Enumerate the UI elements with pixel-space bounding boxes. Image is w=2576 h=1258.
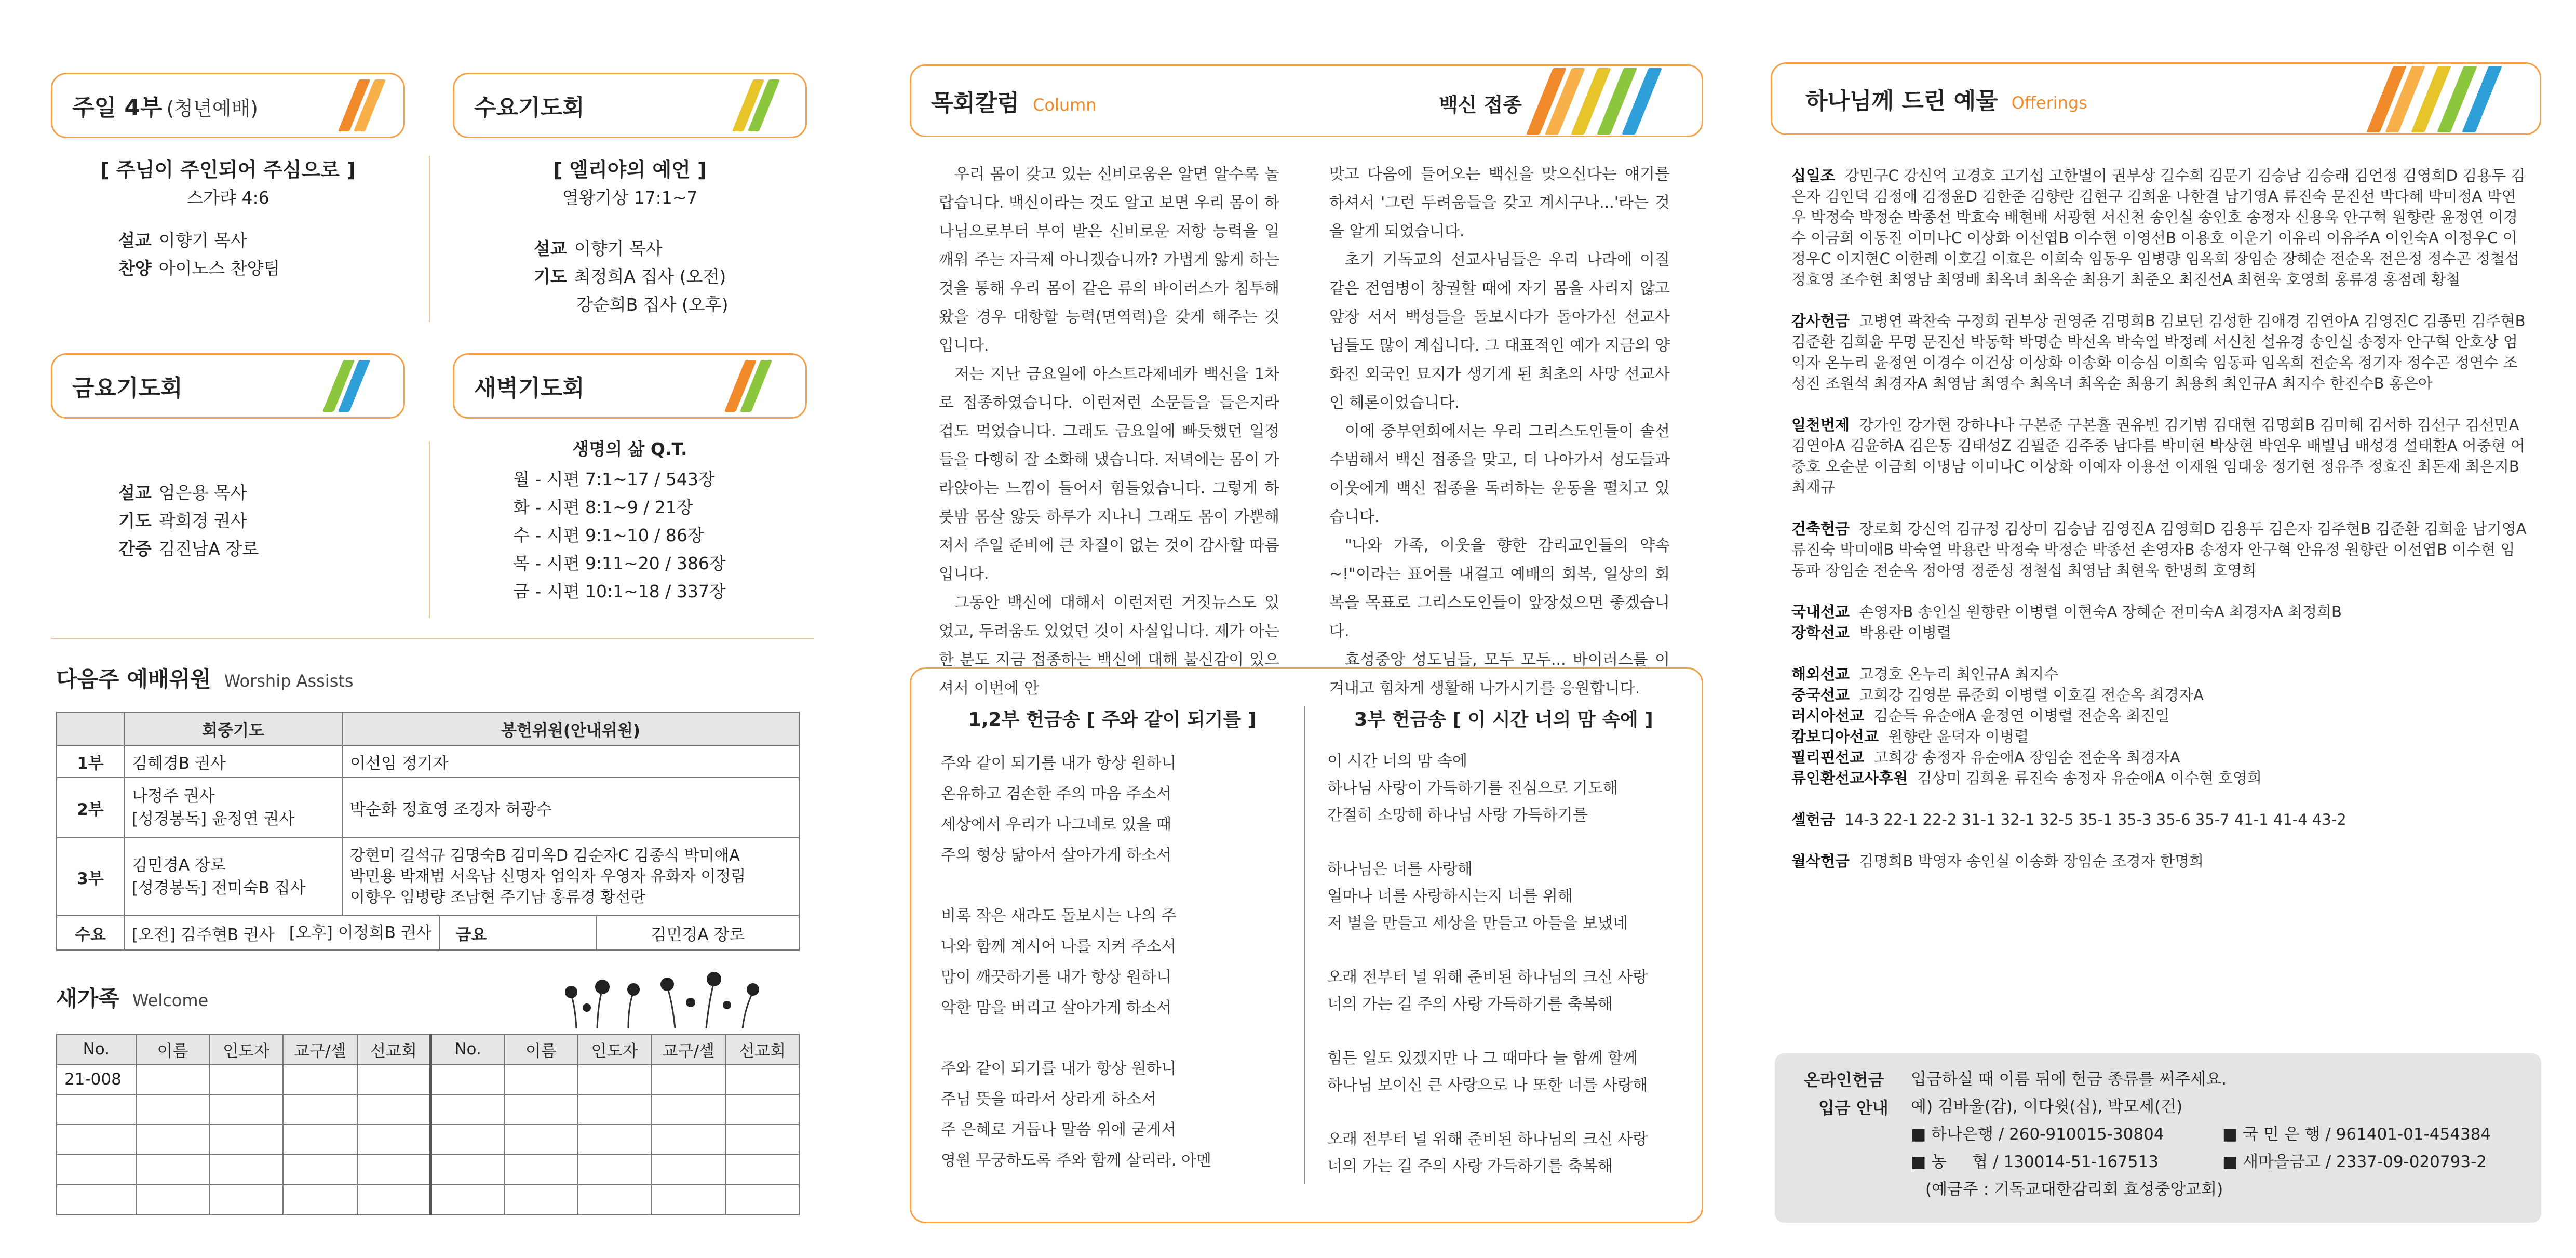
wednesday-line-value: 최정희A 집사 (오전) <box>574 266 726 287</box>
dawn-qt-title: 생명의 삶 Q.T. <box>572 439 687 459</box>
column-title: 목회칼럼 <box>931 90 1020 116</box>
assists-wed-evening: [오후] 이정희B 권사 <box>282 916 440 949</box>
column-paragraph: 저는 지난 금요일에 아스트라제네카 백신을 1차로 접종하였습니다. 이런저런 소문들을 들은지라 겁도 먹었습니다. 그래도 금요일에 빠듯했던 일정들을 다행히 잘 소화해 냈습니다. 저녁에는 몸이 가라앉아는 느낌이 들어서 힘들었습니다. 그렇게 하룻밤 몸살 앓듯 하루가 지나니 그래도 몸이 가뿐해져서 주일 준비에 큰 차질이 없는 것이 감사할 따름입니다. <box>939 365 1279 583</box>
song-line: 악한 맘을 버리고 살아가게 하소서 <box>941 999 1171 1017</box>
welcome-header: 인도자 <box>578 1034 652 1064</box>
song-title: 1,2부 헌금송 [ 주와 같이 되기를 ] <box>968 709 1257 730</box>
service-body <box>51 156 405 212</box>
song-line: 세상에서 우리가 나그네로 있을 때 <box>941 815 1171 834</box>
column-en: Column <box>1033 95 1097 115</box>
column-paragraph: 효성중앙 성도님들, 모두 모두... 바이러스를 이겨내고 힘차게 생활해 나가시기를 응원합니다. <box>1329 651 1670 698</box>
song-left <box>941 705 1284 1176</box>
song-line: 주와 같이 되기를 내가 항상 원하니 <box>941 754 1177 772</box>
offering-label: 류인환선교사후원 <box>1791 769 1908 787</box>
offerings-title: 하나님께 드린 예물 <box>1805 88 1998 114</box>
service-title: 주일 4부 <box>72 95 163 121</box>
offering-names: 김상미 김희윤 류진숙 송정자 유순애A 이수현 호영희 <box>1917 769 2262 787</box>
column-paragraph: 우리 몸이 갖고 있는 신비로움은 알면 알수록 놀랍습니다. 백신이라는 것도 알고 보면 우리 몸이 하나님으로부터 부여 받은 신비로운 저항 능력을 일깨워 주는 자극제 아니겠습니까? 가볍게 앓게 하는 것을 통해 우리 몸이 같은 류의 바이러스가 침투해 왔을 경우 대항할 능력(면역력)을 갖게 해주는 것입니다. <box>939 165 1279 355</box>
friday-line-label: 기도 <box>118 511 152 531</box>
wednesday-lines <box>534 235 729 319</box>
song-line: 오래 전부터 널 위해 준비된 하나님의 크신 사랑 <box>1327 1130 1648 1148</box>
column-right-text <box>1329 160 1670 703</box>
offering-label: 중국선교 <box>1791 686 1850 704</box>
song-title: 3부 헌금송 [ 이 시간 너의 맘 속에 ] <box>1354 709 1653 730</box>
column-header <box>910 64 1703 137</box>
song-line: 비록 작은 새라도 돌보시는 나의 주 <box>941 907 1177 925</box>
offering-names: 강민구C 강신억 고경호 고기섭 고한별이 권부상 길수희 김문기 김승남 김승래 김언정 김영희D 김용두 김은자 김인덕 김정애 김정윤D 김한준 김향란 김현구 김희윤 나한결 남기영A 류진숙 문진선 박다혜 박미정A 박연우 박정숙 박정순 박종선 박효숙 배현배 서광현 서신천 송인실 송인호 송정자 신용욱 안구혁 원향란 윤정연 이경수 이금희 이동진 이미나C 이상화 이선엽B 이수현 이영선B 이용호 이운기 이유리 이유주A 이인숙A 이정우C 이정우C 이지현C 이한례 이호길 이효은 이희숙 임동우 임병량 임옥희 장임순 장혜순 전순옥 전은정 정수곤 정철섭 정효영 조수현 최영남 최영배 최옥녀 최옥순 최용기 최준오 최진선A 최현욱 호영희 홍류경 홍점례 황철 <box>1791 167 2526 288</box>
welcome-header: 교구/셀 <box>651 1034 725 1064</box>
assists-prayer: 나정주 권사 [성경봉독] 윤정연 권사 <box>124 778 342 838</box>
song-line: 맘이 깨끗하기를 내가 항상 원하니 <box>941 968 1171 986</box>
offering-names: 강가인 강가현 강하나나 구본준 구본휼 권유빈 김기범 김대현 김명희B 김미혜 김서하 김선구 김선민A 김연아A 김윤하A 김은동 김태성Z 김필준 김주중 남다름 박미현 박상현 박연우 배별님 배성경 설태환A 어중현 어중호 오순분 이금희 이명남 이미나C 이상화 이예자 이용선 이재원 임대웅 정기현 정유주 정효진 최돈재 최은지B 최재규 <box>1791 416 2526 496</box>
offering-label: 십일조 <box>1791 167 1836 184</box>
welcome-header: No. <box>431 1034 505 1064</box>
assists-header: 회중기도 <box>124 712 342 745</box>
online-labels <box>1804 1066 1889 1122</box>
song-line: 이 시간 너의 맘 속에 <box>1327 752 1467 770</box>
friday-line-value: 김진남A 장로 <box>158 539 259 559</box>
bank-account: ■ 국 민 은 행 / 961401-01-454384 <box>2222 1125 2491 1144</box>
offering-label: 장학선교 <box>1791 624 1850 641</box>
column-divider <box>429 441 430 618</box>
assists-row-label: 2부 <box>57 778 124 838</box>
offerings-list <box>1791 165 2529 872</box>
service-sermon-title: [ 주님이 주인되어 주심으로 ] <box>100 158 356 181</box>
bank-account: ■ 하나은행 / 260-910015-30804 <box>1911 1125 2164 1144</box>
offering-label: 셀헌금 <box>1791 811 1836 828</box>
welcome-header: 교구/셀 <box>283 1034 357 1064</box>
offering-names: 박용란 이병렬 <box>1859 624 1951 641</box>
welcome-title: 새가족 <box>56 986 119 1011</box>
column-paragraph: 초기 기독교의 선교사님들은 우리 나라에 이질 같은 전염병이 창궐할 때에 자기 몸을 사리지 않고 앞장 서서 백성들을 돌보시다가 돌아가신 선교사님들도 많이 계십니다. 그 대표적인 예가 지금의 양화진 외국인 묘지가 생기게 된 최초의 사망 선교사인 헤론이었습니다. <box>1329 251 1670 412</box>
song-line: 하나님 보이신 큰 사랑으로 나 또한 너를 사랑해 <box>1327 1076 1648 1094</box>
assists-heading <box>56 662 354 693</box>
friday-line-value: 곽희경 권사 <box>158 511 247 531</box>
assists-en: Worship Assists <box>224 671 354 691</box>
welcome-header: 선교회 <box>357 1034 431 1064</box>
offering-label: 감사헌금 <box>1791 312 1850 330</box>
welcome-header: No. <box>57 1034 136 1064</box>
friday-lines <box>118 479 259 563</box>
song-line: 하나님 사랑이 가득하기를 진심으로 기도해 <box>1327 779 1618 797</box>
offering-label: 캄보디아선교 <box>1791 728 1879 745</box>
service-lines <box>118 226 280 283</box>
assists-prayer: 김혜경B 권사 <box>124 745 342 778</box>
assists-header: 봉헌위원(안내위원) <box>342 712 799 745</box>
offering-names: 장로회 강신억 김규정 김상미 김승남 김영진A 김영희D 김용두 김은자 김주현B 김준환 김희윤 남기영A 류진숙 박미애B 박숙열 박용란 박정숙 박정순 박종선 손영자B 송정자 안구혁 안유정 원향란 이선엽B 이수현 임동파 장임순 전순옥 정아영 정준성 정철섭 최영남 최현욱 한명희 호영희 <box>1791 520 2527 579</box>
dawn-day: 금 - 시편 10:1~18 / 337장 <box>513 581 726 601</box>
assists-table <box>56 712 800 951</box>
friday-line-value: 엄은용 목사 <box>158 483 247 503</box>
column-subject: 백신 접종 <box>1438 93 1522 116</box>
assists-offering: 강현미 길석규 김명숙B 김미옥D 김순자C 김종식 박미애A 박민용 박재범 서욱남 신명자 엄익자 우영자 유화자 이정림 이향우 임병량 조남현 주기남 홍류경 황선란 <box>342 838 799 916</box>
welcome-cell: 21-008 <box>57 1064 136 1094</box>
dawn-day: 화 - 시편 8:1~9 / 21장 <box>513 497 693 517</box>
song-line: 힘든 일도 있겠지만 나 그 때마다 늘 함께 할께 <box>1327 1049 1638 1067</box>
assists-title: 다음주 예배위원 <box>56 666 211 692</box>
wednesday-title: 수요기도회 <box>474 95 585 121</box>
online-note: 입금하실 때 이름 뒤에 헌금 종류를 써주세요. <box>1911 1070 2227 1089</box>
friday-line-label: 간증 <box>118 539 152 559</box>
service-line-label: 설교 <box>118 230 152 250</box>
friday-title: 금요기도회 <box>72 375 183 402</box>
offerings-en: Offerings <box>2011 93 2087 113</box>
assists-offering: 박순화 정효영 조경자 허광수 <box>342 778 799 838</box>
online-example: 예) 김바울(감), 이다윗(십), 박모세(건) <box>1911 1098 2183 1116</box>
dawn-header <box>453 353 807 419</box>
service-scripture: 스가랴 4:6 <box>186 188 269 208</box>
welcome-header: 선교회 <box>725 1034 799 1064</box>
friday-line-label: 설교 <box>118 483 152 503</box>
wednesday-body <box>453 156 807 212</box>
song-line: 너의 가는 길 주의 사랑 가득하기를 축복해 <box>1327 995 1613 1013</box>
welcome-table <box>56 1034 800 1215</box>
offering-names: 고희강 송정자 유순애A 장임순 전순옥 최경자A <box>1873 748 2180 766</box>
offering-names: 고병연 곽찬숙 구정희 권부상 권영준 김명희B 김보던 김성한 김애경 김연아A 김영진C 김종민 김주현B 김준환 김희윤 무명 문진선 박동학 박명순 박선옥 박숙열 박정례 서신천 설유경 송인실 송정자 안구혁 안호상 엄익자 온누리 윤정연 이경수 이건상 이상화 이송화 이승심 이희숙 임동파 임옥희 전순옥 정기자 정수곤 정연수 조성진 조원석 최경자A 최영남 최영수 최옥녀 최옥순 최용기 최용희 최인규A 최지수 한진수B 홍은아 <box>1791 312 2526 392</box>
assists-fri: 김민경A 장로 <box>597 916 799 950</box>
dawn-body <box>453 435 807 463</box>
song-line: 영원 무궁하도록 주와 함께 살리라. 아멘 <box>941 1152 1211 1170</box>
welcome-en: Welcome <box>132 991 209 1010</box>
offerings-header <box>1771 62 2541 135</box>
online-info <box>1911 1066 2491 1203</box>
offering-names: 고경호 온누리 최인규A 최지수 <box>1859 665 2059 683</box>
offering-label: 건축헌금 <box>1791 520 1850 538</box>
service-header <box>51 73 405 138</box>
welcome-header: 이름 <box>136 1034 210 1064</box>
offering-label: 러시아선교 <box>1791 707 1865 725</box>
welcome-header: 인도자 <box>209 1034 283 1064</box>
song-line: 주님 뜻을 따라서 상라게 하소서 <box>941 1090 1156 1108</box>
song-line: 너의 가는 길 주의 사랑 가득하기를 축복해 <box>1327 1157 1613 1175</box>
song-right <box>1327 705 1680 1180</box>
assists-row-label: 수요 <box>57 916 124 950</box>
service-line-label: 찬양 <box>118 258 152 278</box>
column-paragraph: 그동안 백신에 대해서 이런저런 거짓뉴스도 있었고, 두려움도 있었던 것이 사실입니다. 제가 아는 한 분도 지금 접종하는 백신에 대해 불신감이 있으셔서 이번에 안 <box>939 594 1279 698</box>
assists-offering: 이선임 정기자 <box>342 745 799 778</box>
wednesday-line-value: 강순희B 집사 (오후) <box>576 295 729 315</box>
wednesday-sermon-title: [ 엘리야의 예언 ] <box>553 158 707 181</box>
flower-illustration <box>556 966 805 1028</box>
dawn-title: 새벽기도회 <box>474 375 585 402</box>
offering-names: 김순득 유순애A 윤정연 이병렬 전순옥 최진일 <box>1873 707 2170 725</box>
offering-label: 월삭헌금 <box>1791 852 1850 870</box>
wednesday-line-label: 설교 <box>534 238 567 259</box>
offering-names: 김명희B 박영자 송인실 이송화 장임순 조경자 한명희 <box>1859 852 2204 870</box>
account-holder: (예금주 : 기독교대한감리회 효성중앙교회) <box>1925 1180 2223 1199</box>
assists-row-label: 3부 <box>57 838 124 916</box>
online-label: 온라인헌금 <box>1804 1070 1884 1090</box>
column-divider <box>429 156 430 322</box>
service-line-value: 이향기 목사 <box>158 230 247 250</box>
welcome-header: 이름 <box>504 1034 578 1064</box>
wednesday-scripture: 열왕기상 17:1~7 <box>562 188 698 208</box>
song-line: 간절히 소망해 하나님 사랑 가득하기를 <box>1327 806 1588 824</box>
assists-fri-label: 금요 <box>455 925 487 944</box>
song-line: 얼마나 너를 사랑하시는지 너를 위해 <box>1327 887 1573 905</box>
offering-names: 원향란 윤덕자 이병렬 <box>1888 728 2029 745</box>
assists-prayer: 김민경A 장로 [성경봉독] 전미숙B 집사 <box>124 838 342 916</box>
offering-names: 고희강 김영분 류준희 이병렬 이호길 전순옥 최경자A <box>1859 686 2204 704</box>
bank-account: ■ 새마을금고 / 2337-09-020793-2 <box>2222 1153 2487 1171</box>
song-line: 주의 형상 닮아서 살아가게 하소서 <box>941 846 1171 864</box>
song-line: 주 은혜로 거듭나 말씀 위에 굳게서 <box>941 1121 1177 1139</box>
offering-label: 해외선교 <box>1791 665 1850 683</box>
dawn-days <box>513 465 726 606</box>
offering-names: 14-3 22-1 22-2 31-1 32-1 32-5 35-1 35-3 35-6 35-7 41-1 41-4 43-2 <box>1844 811 2346 828</box>
friday-header <box>51 353 405 419</box>
column-paragraph: 이에 중부연회에서는 우리 그리스도인들이 솔선수범해서 백신 접종을 맞고, 더 나아가서 성도들과 이웃에게 백신 접종을 독려하는 운동을 펼치고 있습니다. <box>1329 422 1670 526</box>
column-paragraph: "나와 가족, 이웃을 향한 감리교인들의 약속~!"이라는 표어를 내걸고 예배의 회복, 일상의 회복을 목표로 그리스도인들이 앞장섰으면 좋겠습니다. <box>1329 537 1670 640</box>
dawn-day: 월 - 시편 7:1~17 / 543장 <box>513 469 715 489</box>
assists-wed-morning: [오전] 김주현B 권사 <box>132 925 275 944</box>
dawn-day: 수 - 시편 9:1~10 / 86장 <box>513 525 704 545</box>
offering-names: 손영자B 송인실 원향란 이병렬 이현숙A 장혜순 전미숙A 최경자A 최정희B <box>1859 603 2342 621</box>
column-paragraph: 맞고 다음에 들어오는 백신을 맞으신다는 얘기를 하셔서 '그런 두려움들을 갖고 계시구나...'라는 것을 알게 되었습니다. <box>1329 165 1670 240</box>
song-line: 하나님은 너를 사랑해 <box>1327 860 1473 878</box>
bank-account: ■ 농 협 / 130014-51-167513 <box>1911 1153 2159 1171</box>
offering-label: 필리핀선교 <box>1791 748 1865 766</box>
song-line: 저 별을 만들고 세상을 만들고 아들을 보냈네 <box>1327 914 1628 932</box>
song-line: 나와 함께 계시어 나를 지켜 주소서 <box>941 938 1177 956</box>
wednesday-header <box>453 73 807 138</box>
section-divider <box>51 638 814 639</box>
song-line: 온유하고 겸손한 주의 마음 주소서 <box>941 785 1171 803</box>
offering-label: 국내선교 <box>1791 603 1850 621</box>
song-line: 오래 전부터 널 위해 준비된 하나님의 크신 사랑 <box>1327 968 1648 986</box>
assists-row-label: 1부 <box>57 745 124 778</box>
wednesday-line-value: 이향기 목사 <box>574 238 663 259</box>
online-label: 입금 안내 <box>1818 1098 1889 1118</box>
offering-label: 일천번제 <box>1791 416 1850 434</box>
welcome-heading <box>56 982 208 1013</box>
column-left-text <box>939 160 1279 703</box>
service-subtitle: (청년예배) <box>166 97 258 120</box>
songs-divider <box>1304 706 1305 1184</box>
service-line-value: 아이노스 찬양팀 <box>158 258 280 278</box>
wednesday-line-label: 기도 <box>534 266 567 287</box>
dawn-day: 목 - 시편 9:11~20 / 386장 <box>513 553 726 573</box>
song-line: 주와 같이 되기를 내가 항상 원하니 <box>941 1060 1177 1078</box>
